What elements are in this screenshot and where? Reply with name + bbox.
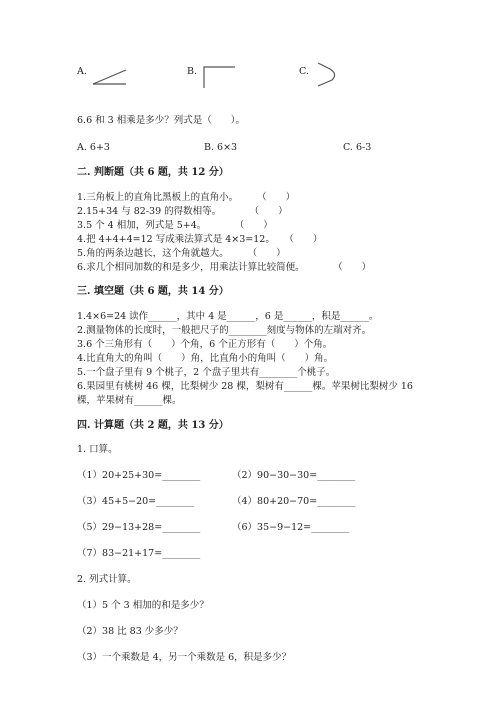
written-calc-3: （3）一个乘数是 4，另一个乘数是 6，积是多少？: [77, 652, 292, 663]
tf-item-1: 1.三角板上的直角比黑板上的直角小。 （ ）: [77, 192, 296, 203]
obtuse-curved-angle-icon: [312, 60, 342, 90]
oral-calc-title: 1. 口算。: [77, 444, 118, 455]
acute-angle-icon: [92, 62, 128, 88]
q6-option-b: B. 6×3: [204, 142, 238, 153]
written-calc-title: 2. 列式计算。: [77, 574, 137, 585]
fill-item-6: 6.果园里有桃树 46 棵，比梨树少 28 棵，梨树有______棵。苹果树比梨树少 16: [77, 381, 413, 392]
fill-item-2: 2.测量物体的长度时，一般把尺子的________刻度与物体的左端对齐。: [77, 325, 372, 336]
q6-option-c: C. 6-3: [343, 142, 372, 153]
q6-option-a: A. 6+3: [77, 142, 110, 153]
q5-option-c-label: C.: [299, 66, 309, 77]
fill-item-4: 4.比直角大的角叫（ ）角，比直角小的角叫（ ）角。: [77, 353, 334, 364]
oral-calc-1: （1）20+25+30=________: [77, 470, 201, 481]
oral-calc-5: （5）29−13+28=________: [77, 522, 201, 533]
right-angle-icon: [201, 64, 237, 90]
fill-item-5: 5.一个盘子里有 9 个桃子，2 个盘子里共有________个桃子。: [77, 367, 336, 378]
tf-item-4: 4.把 4+4+4=12 写成乘法算式是 4×3=12。 （ ）: [77, 234, 323, 245]
fill-item-6-continued: 棵，苹果树有______棵。: [77, 395, 182, 406]
q5-option-a-label: A.: [77, 66, 87, 77]
tf-item-3: 3.5 个 4 相加，列式是 5+4。 （ ）: [77, 220, 273, 231]
section2-title: 二. 判断题（共 6 题，共 12 分）: [77, 167, 229, 178]
oral-calc-3: （3）45+5−20=________: [77, 496, 195, 507]
tf-item-2: 2.15+34 与 82-39 的得数相等。 （ ）: [77, 206, 288, 217]
section4-title: 四. 计算题（共 2 题，共 13 分）: [77, 420, 229, 431]
q5-option-b-label: B.: [187, 66, 198, 77]
fill-item-1: 1.4×6=24 读作______，其中 4 是______，6 是______，积是______。: [77, 311, 379, 322]
section3-title: 三. 填空题（共 6 题，共 14 分）: [77, 286, 229, 297]
q6-stem: 6.6 和 3 相乘是多少？列式是（ ）。: [77, 115, 245, 126]
oral-calc-6: （6）35−9−12=________: [232, 522, 350, 533]
fill-item-3: 3.6 个三角形有（ ）个角，6 个正方形有（ ）个角。: [77, 339, 333, 350]
oral-calc-4: （4）80+20−70=________: [232, 496, 356, 507]
tf-item-6: 6.求几个相同加数的和是多少，用乘法计算比较简便。 （ ）: [77, 262, 372, 273]
oral-calc-7: （7）83−21+17=________: [77, 548, 201, 559]
written-calc-2: （2）38 比 83 少多少？: [77, 626, 183, 637]
oral-calc-2: （2）90−30−30=________: [232, 470, 356, 481]
written-calc-1: （1）5 个 3 相加的和是多少？: [77, 600, 209, 611]
tf-item-5: 5.角的两条边越长，这个角就越大。 （ ）: [77, 248, 286, 259]
